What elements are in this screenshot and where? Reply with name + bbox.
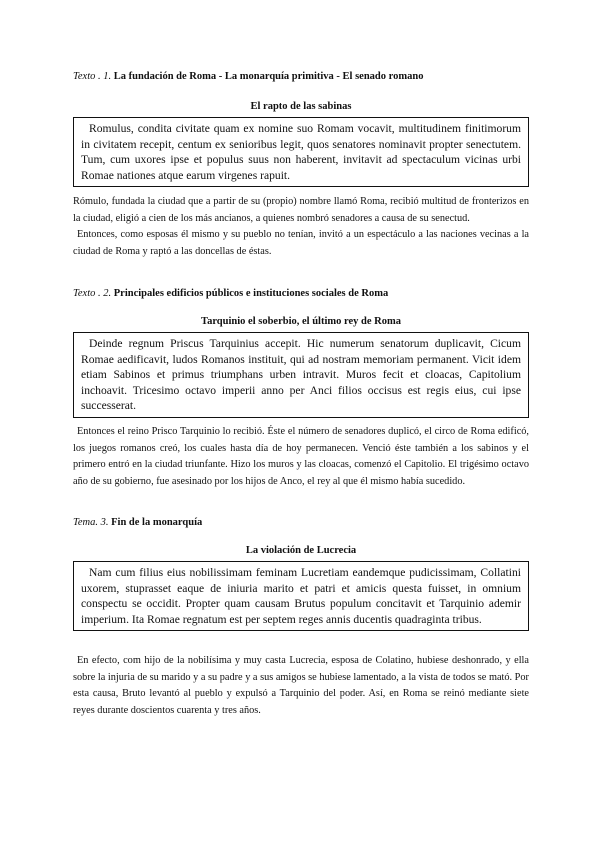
section-3-title: Fin de la monarquía [111, 517, 203, 528]
section-3-translation-p1: En efecto, com hijo de la nobilísima y muy casta Lucrecia, esposa de Colatino, hubiese deshonrado, y ella sobre la injuria de su marido y a su padre y a sus amigos se hubiese lamentado, a la vista de todos se mató. Por esta causa, Bruto levantó al pueblo y expulsó a Tarquinio del poder. Así, en Roma se reinó mediante siete reyes durante doscientos cuarenta y tres años. [73, 655, 529, 716]
section-1-translation-p2: Entonces, como esposas él mismo y su pueblo no tenían, invitó a un espectáculo a las naciones vecinas a la ciudad de Roma y raptó a las doncellas de éstas. [73, 229, 529, 257]
section-2-latin-text: Deinde regnum Priscus Tarquinius accepit. Hic numerum senatorum duplicavit, Cicum Romae aedificavit, ludos Romanos instituit, qui ad nostram memoriam permanent. Vicit idem etiam Sabinos et primus triumphans urben intravit. Muros fecit et cloacas, Capitolium inchoavit. Tricesimo octavo imperii anno per Anci filios occisus est regis eius, cui ipse successerat. [81, 337, 521, 412]
section-1-latin-box [73, 117, 529, 187]
section-3-latin-text: Nam cum filius eius nobilissimam feminam Lucretiam eandemque pudicissimam, Collatini uxorem, stuprasset eaque de iniuria marito et patri et amicis questa fuisset, in omnium conspectu se occidit. Propter quam causam Brutus populum concitavit et Tarquinio ademir imperium. Ita Romae regnatum est per septem reges annis ducentis quadraginta tribus. [81, 566, 521, 626]
section-2-subtitle: Tarquinio el soberbio, el último rey de Roma [201, 316, 401, 327]
section-1-latin-text: Romulus, condita civitate quam ex nomine suo Romam vocavit, multitudinem finitimorum in civitatem recepit, centum ex senioribus legit, quos senatores nominavit propter senectutem. Tum, cum uxores ipse et populus suus non haberent, invitavit ad spectaculum vicinas urbi Romae nationes atque earum virgenes rapuit. [81, 122, 521, 182]
section-1-translation-p1: Rómulo, fundada la ciudad que a partir de su (propio) nombre llamó Roma, recibió multitud de fronterizos en la ciudad, eligió a cien de los más ancianos, a quienes nombró senadores a causa de su senectud. [73, 196, 529, 224]
section-3-heading [73, 517, 202, 528]
section-2-latin-box [73, 332, 529, 418]
section-1-title: La fundación de Roma - La monarquía primitiva - El senado romano [113, 71, 424, 82]
section-3-translation [73, 653, 529, 719]
section-1-subtitle: El rapto de las sabinas [250, 101, 352, 112]
section-2-title: Principales edificios públicos e instituciones sociales de Roma [113, 288, 389, 299]
section-1-label: Texto . 1. [73, 71, 112, 82]
section-3-subtitle: La violación de Lucrecia [245, 545, 357, 556]
section-3-latin-box [73, 561, 529, 631]
section-2-translation-p1: Entonces el reino Prisco Tarquinio lo recibió. Éste el número de senadores duplicó, el circo de Roma edificó, los juegos romanos creó, los cuales hasta día de hoy permanecen. Venció éste también a los sabinos y el primero entró en la ciudad triunfante. Hizo los muros y las cloacas, comenzó el Capitolio. El trigésimo octavo año de su gobierno, fue asesinado por los hijos de Anco, el rey al que él mismo había sucedido. [73, 426, 529, 487]
section-2-label: Texto . 2. [73, 288, 112, 299]
section-2-heading [73, 288, 388, 299]
section-2-translation [73, 424, 529, 490]
section-1-heading [73, 71, 423, 82]
section-3-label: Tema. 3. [73, 517, 109, 528]
section-1-translation [73, 194, 529, 260]
